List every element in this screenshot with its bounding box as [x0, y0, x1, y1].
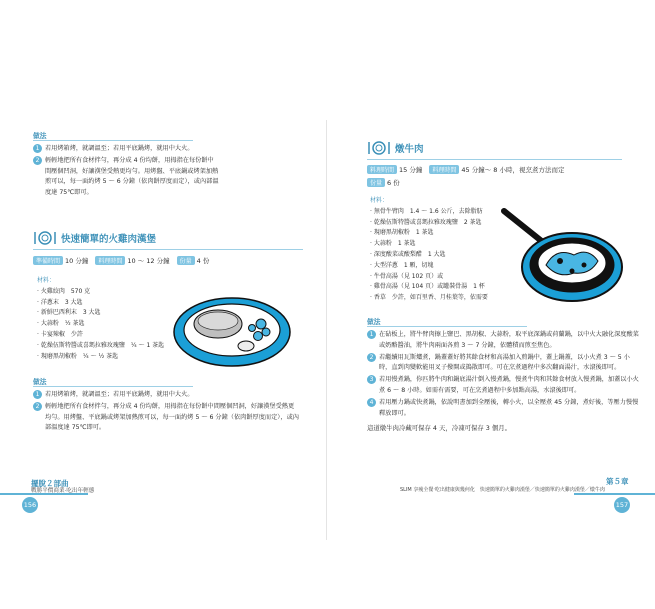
serving-tag: 份量 [177, 256, 195, 265]
bottom-method-label: 做法 [33, 378, 47, 386]
ingredient-item: ‧ 大蒜粉 1 茶匙 [370, 240, 416, 248]
recipe-header-turkey [33, 230, 156, 246]
method-label: 做法 [367, 318, 381, 326]
ingredient-item: ‧ 現磨黑胡椒粉 ¼ ～ ½ 茶匙 [37, 352, 119, 360]
ingredient-item: ‧ 乾燥伍斯特醬或喜瑪拉雅玫瑰鹽 2 茶匙 [370, 218, 482, 226]
ingredients [37, 276, 172, 362]
ingredient-item: ‧ 乾燥伍斯特醬或喜瑪拉雅玫瑰鹽 ¼ ～ 1 茶匙 [37, 341, 165, 349]
page-number: 156 [22, 497, 38, 513]
serving-value: 6 份 [387, 179, 400, 187]
ingredients-list [37, 287, 172, 363]
prep-value: 10 分鐘 [65, 257, 89, 265]
recipe-title: 快速簡單的火雞肉漢堡 [61, 234, 157, 245]
bottom-method-section [33, 376, 299, 435]
ingredient-item: ‧ 香草 少許，如百里香、月桂葉等，依需要 [370, 294, 488, 302]
beef-stew-skillet-illustration [498, 205, 623, 305]
page-gutter [326, 120, 327, 540]
top-method-section [33, 130, 219, 200]
step-number-badge: 2 [33, 156, 42, 165]
plate-cutlery-icon [367, 140, 391, 156]
ingredients-label: 材料： [37, 277, 56, 284]
step-number-badge: 1 [367, 330, 376, 339]
step-text: 若繼續用瓦斯爐煮，鍋蓋蓋好將其餘食材和高湯加入煎鍋中，蓋上鍋蓋，以小火煮 3 ～ 5 小時，直到肉變軟能用叉子撥開或搗散即可。可在烹煮過程中多次翻面湯汁，水滾後即可。 [379, 353, 630, 372]
storage-note: 這道燉牛肉冷藏可保存 4 天，冷凍可保存 3 個月。 [367, 424, 512, 433]
method-step [33, 390, 299, 401]
method-step [367, 330, 642, 352]
step-number-badge: 4 [367, 398, 376, 407]
footer-subtitle: SLIM 享瘦全餐‧吃出健康與幾何化 快速簡單的火雞肉漢堡／快速簡單的火雞肉漢堡／燉牛肉 [400, 487, 605, 493]
divider [367, 326, 527, 327]
footer-chapter: 擺脫２部曲 [31, 479, 69, 488]
cook-tag: 料理時間 [429, 165, 459, 174]
cook-value: 45 分鐘～ 8 小時，視烹煮方法而定 [461, 166, 565, 174]
top-method-steps [33, 144, 219, 199]
method-step [33, 402, 299, 434]
footer-bar [574, 493, 655, 495]
serving-value: 4 份 [196, 257, 210, 265]
step-number-badge: 2 [33, 402, 42, 411]
cook-tag: 料理時間 [95, 256, 125, 265]
method-section [367, 316, 642, 432]
prep-value: 15 分鐘 [399, 166, 423, 174]
method-step [33, 144, 219, 155]
step-number-badge: 3 [367, 375, 376, 384]
step-number-badge: 1 [33, 144, 42, 153]
right-page [328, 0, 655, 609]
footer-chapter: 第５章 [606, 477, 629, 486]
step-text: 若用壓力鍋或快煮鍋，依說明書加到全壓後，轉小火，以全壓煮 45 分鐘，煮好後，等壓力慢慢釋放即可。 [379, 398, 639, 417]
cook-value: 10 ～ 12 分鐘 [127, 257, 170, 265]
left-page [0, 0, 327, 609]
ingredient-item: ‧ 牛骨高湯（見 102 頁）或 [370, 272, 444, 280]
page-number: 157 [614, 497, 630, 513]
ingredient-item: ‧ 新鮮巴西利末 3 大匙 [37, 309, 101, 317]
recipe-title: 燉牛肉 [395, 144, 424, 155]
recipe-meta [367, 165, 564, 174]
divider [367, 159, 622, 160]
turkey-burger-illustration [170, 290, 295, 370]
step-text: 若用慢煮鍋，你匹將牛肉和鍋底湯汁倒入慢煮鍋，慢煮牛肉和其餘食材放入慢煮鍋，加蓋以小火煮 6 ～ 8 小時。如需有需要，可在烹煮過程中多加點高湯，水滾後即可。 [379, 376, 639, 394]
ingredient-item: ‧ 深度酸菜或酸梨醋 1 大匙 [370, 250, 446, 258]
ingredient-item: ‧ 洋蔥末 3 大匙 [37, 298, 83, 306]
step-text: 輕輕地把所有食材拌勻，再分成 4 份均餅，用拇指在每份餅中間壓個凹洞，好讓漢堡受熱更均勻。用烤盤、平底鍋或烤架加熱煎可以，每一面約烤 5 ～ 6 分鐘（依肉餅厚度而定），或內部溫度達 75℃即可。 [45, 156, 219, 197]
ingredient-item: ‧ 現磨黑胡椒粉 1 茶匙 [370, 229, 434, 237]
plate-cutlery-icon [33, 230, 57, 246]
step-number-badge: 2 [367, 353, 376, 362]
recipe-meta [33, 256, 209, 265]
step-text: 若用烤箱烤，就調溫至；若用平底鍋烤，就用中大火。 [45, 145, 194, 152]
step-text: 若用烤箱烤，就調溫至；若用平底鍋烤，就用中大火。 [45, 391, 194, 398]
ingredients-label: 材料： [370, 197, 389, 204]
method-step [367, 375, 642, 397]
method-step [367, 398, 642, 420]
divider [33, 386, 193, 387]
method-step [367, 353, 642, 375]
prep-tag: 準備時間 [33, 256, 63, 265]
divider [33, 249, 303, 250]
ingredient-item: ‧ 大蒜粉 ½ 茶匙 [37, 320, 85, 328]
bottom-method-steps [33, 390, 299, 434]
serving-tag: 份量 [367, 178, 385, 187]
step-text: 在砧板上，將牛臂肉擦上鹽巴、黑胡椒、大蒜粉，取平底深鍋或荷蘭鍋，以中火大融化深度酸菜或奶酪醬油，將牛肉兩面各煎 3 ～ 7 分鐘，依體積而煎至焦色。 [379, 331, 639, 349]
ingredient-item: ‧ 雞骨高湯（見 104 頁）或罐裝骨湯 1 杯 [370, 283, 485, 291]
prep-tag: 料理時間 [367, 165, 397, 174]
step-number-badge: 1 [33, 390, 42, 399]
ingredient-item: ‧ 火雞絞肉 570 克 [37, 287, 91, 295]
method-step [33, 156, 219, 199]
top-method-label: 做法 [33, 132, 47, 140]
serving-meta [367, 178, 400, 187]
divider [33, 140, 193, 141]
method-steps [367, 330, 642, 419]
recipe-header-stew [367, 140, 424, 156]
ingredient-item: ‧ 卡宴辣椒 少許 [37, 330, 83, 338]
ingredient-item: ‧ 大型洋蔥 1 顆，切塊 [370, 261, 434, 269]
ingredient-item: ‧ 無骨牛臂肉 1.4 ～ 1.6 公斤，去除脂肪 [370, 207, 483, 215]
step-text: 輕輕地把所有食材拌勻，再分成 4 份均餅，用拇指在每份餅中間壓個凹洞，好讓漢堡受熱更均勻。用烤盤、平底鍋或烤架加熱煎可以，每一面約烤 5 ～ 6 分鐘（依肉餅厚度而定），或內部溫度達 75℃即可。 [45, 402, 299, 432]
footer-subtitle: 戰勝平價商業‧吃出年輕態 [31, 488, 95, 494]
